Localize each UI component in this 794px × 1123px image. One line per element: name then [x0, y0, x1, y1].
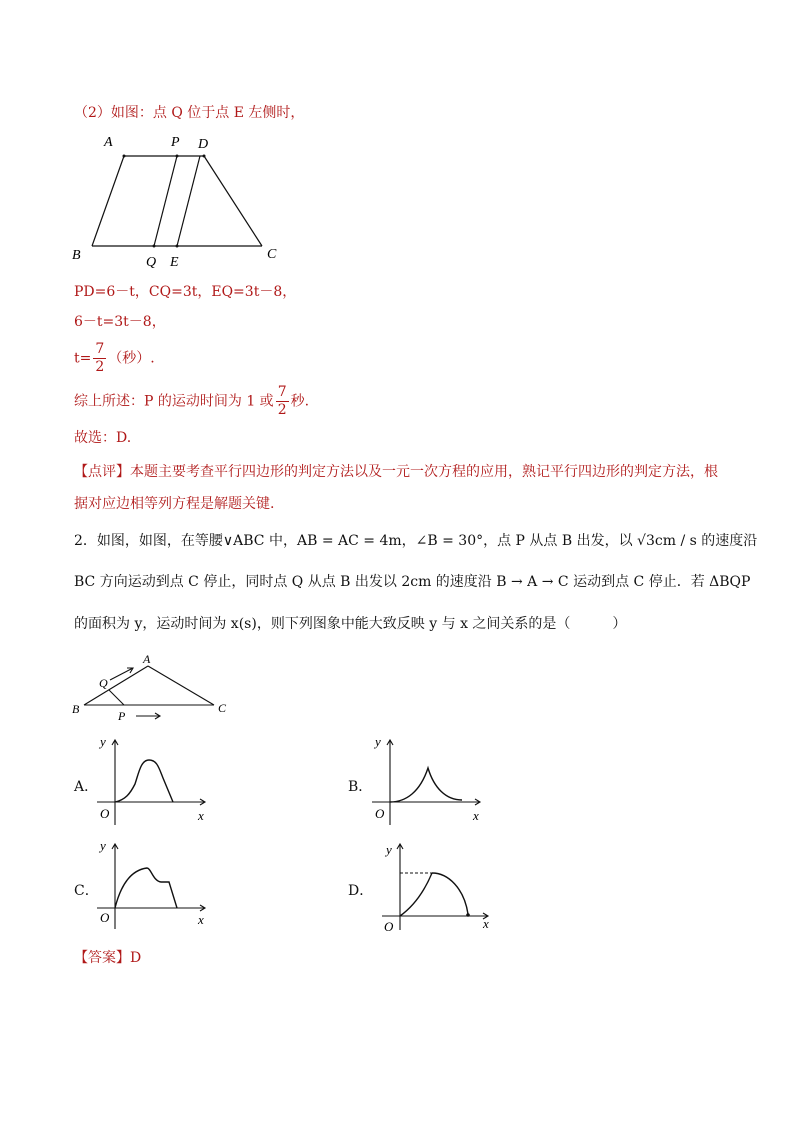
axis-origin: O [384, 919, 394, 934]
tri-label-B: B [72, 702, 80, 716]
question-2-line-3: 的面积为 y，运动时间为 x(s)，则下列图象中能大致反映 y 与 x 之间关系的是（ ） [74, 616, 627, 632]
axis-y: y [100, 734, 106, 749]
fraction [93, 341, 106, 376]
axis-origin: O [375, 806, 385, 821]
option-a-label[interactable]: A． [74, 779, 99, 795]
label-P: P [171, 135, 180, 150]
equation-3 [74, 341, 155, 376]
summary [74, 384, 309, 419]
answer [74, 948, 141, 968]
choice: 故选：D. [74, 430, 132, 446]
trapezoid-figure [64, 130, 294, 270]
option-c-label[interactable]: C． [74, 883, 99, 899]
axis-origin: O [100, 910, 110, 925]
option-d-curve-rising [400, 873, 432, 916]
option-d-graph[interactable] [376, 838, 501, 938]
tri-label-P: P [118, 709, 126, 723]
comment-line-1 [74, 462, 718, 482]
option-b-label[interactable]: B． [348, 779, 373, 795]
answer-tag: 【答案】 [74, 950, 130, 966]
fraction-numerator: 7 [95, 341, 105, 357]
option-c-curve [115, 868, 177, 908]
fraction-denominator: 2 [277, 402, 287, 418]
option-a-graph[interactable] [95, 732, 215, 832]
label-D: D [198, 137, 209, 152]
axis-x: x [198, 912, 204, 927]
option-d-label[interactable]: D． [348, 883, 374, 899]
tri-label-A: A [143, 652, 151, 666]
comment-line-2: 据对应边相等列方程是解题关键. [74, 496, 275, 512]
fraction-denominator: 2 [95, 359, 105, 375]
axis-y: y [386, 842, 392, 857]
option-b-curve [390, 768, 462, 802]
comment-tag: 【点评】 [74, 464, 130, 480]
question-2-line-2: BC 方向运动到点 C 停止，同时点 Q 从点 B 出发以 2cm 的速度沿 B → A → C 运动到点 C 停止．若 ΔBQP [74, 574, 751, 590]
axis-x: x [483, 916, 489, 931]
option-b-graph[interactable] [370, 732, 490, 832]
answer-value: D [130, 950, 142, 966]
triangle-figure [66, 650, 246, 725]
label-Q: Q [146, 255, 157, 270]
fraction [276, 384, 289, 419]
option-d-endpoint [466, 913, 470, 917]
axis-x: x [198, 808, 204, 823]
tri-label-Q: Q [99, 676, 108, 690]
label-A: A [104, 135, 113, 150]
option-c-graph[interactable] [95, 836, 215, 936]
equation-1: PD=6－t，CQ=3t，EQ=3t－8， [74, 284, 297, 300]
summary-prefix: 综上所述：P 的运动时间为 1 或 [74, 393, 274, 410]
fraction-numerator: 7 [277, 384, 287, 400]
axis-x: x [473, 808, 479, 823]
question-2-line-1: 2．如图，如图，在等腰∨ABC 中，AB = AC = 4m，∠B = 30°，点 P 从点 B 出发，以 √3cm / s 的速度沿 [74, 533, 758, 549]
axis-y: y [100, 838, 106, 853]
axis-origin: O [100, 806, 110, 821]
summary-suffix: 秒. [290, 393, 310, 410]
option-a-curve [115, 760, 173, 802]
part2-heading: （2）如图：点 Q 位于点 E 左侧时， [74, 105, 305, 121]
tri-label-C: C [218, 701, 227, 715]
eq3-prefix: t= [74, 350, 92, 367]
axis-y: y [375, 734, 381, 749]
label-B: B [72, 248, 81, 263]
equation-2: 6－t=3t－8， [74, 314, 166, 330]
comment-text: 本题主要考查平行四边形的判定方法以及一元一次方程的应用，熟记平行四边形的判定方法，根 [130, 464, 718, 480]
label-C: C [267, 247, 277, 262]
label-E: E [170, 255, 179, 270]
eq3-suffix: （秒）. [108, 350, 155, 367]
option-d-curve-falling [432, 873, 468, 914]
